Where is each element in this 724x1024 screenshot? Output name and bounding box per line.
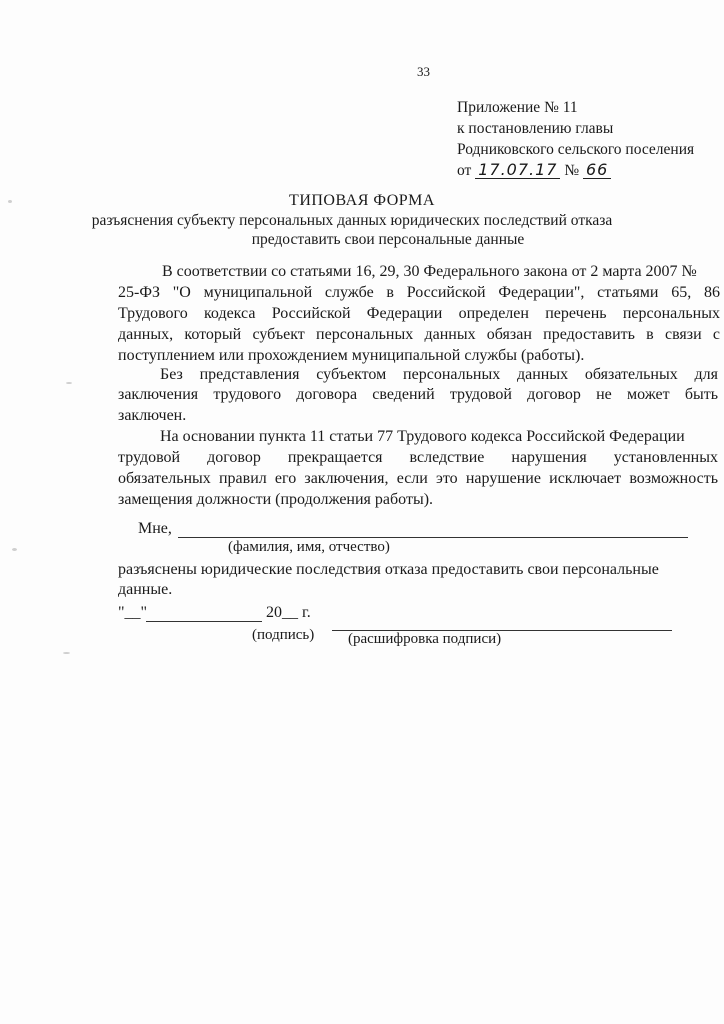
appendix-settlement: Родниковского сельского поселения [457,141,695,158]
full-name-field-line[interactable] [178,537,688,538]
number-prefix: № [564,162,580,179]
appendix-reference: к постановлению главы [457,120,614,137]
page-number: 33 [417,64,430,79]
scan-speck [63,652,70,654]
paragraph-line: На основании пункта 11 статьи 77 Трудового кодекса Российской Федерации [160,428,685,445]
paragraph-line: замещения должности (продолжения работы). [118,491,434,508]
paragraph-line: В соответствии со статьями 16, 29, 30 Федерального закона от 2 марта 2007 № [162,263,697,280]
handwritten-date: 17.07.17 [475,162,560,179]
date-day-field[interactable]: "__" [118,604,148,621]
scan-speck [66,382,72,384]
explained-line-1: разъяснены юридические последствия отказа предоставить свои персональные [118,561,659,578]
paragraph-line: Трудового кодекса Российской Федерации определен перечень персональных [118,305,720,322]
paragraph-line: заключения трудового договора сведений трудовой договор не может быть [118,386,718,403]
appendix-title: Приложение № 11 [457,99,578,116]
form-subtitle-line-2: предоставить свои персональные данные [251,231,525,248]
handwritten-number: 66 [583,162,611,179]
paragraph-line: 25-ФЗ "О муниципальной службе в Российской Федерации", статьями 65, 86 [118,284,720,301]
decryption-hint: (расшифровка подписи) [348,631,502,647]
form-title: ТИПОВАЯ ФОРМА [289,192,435,209]
signature-hint: (подпись) [252,627,315,643]
paragraph-line: заключен. [118,407,187,424]
paragraph-line: данных, который субъект персональных данных обязан предоставить в связи с [118,326,720,343]
full-name-hint: (фамилия, имя, отчество) [228,539,390,555]
date-prefix: от [457,162,472,179]
paragraph-line: поступлением или прохождением муниципальной службы (работы). [118,347,585,364]
appendix-block [457,97,694,181]
year-label: 20__ г. [266,604,311,621]
form-subtitle-line-1: разъяснения субъекту персональных данных юридических последствий отказа [91,212,613,229]
paragraph-line: трудовой договор прекращается вследствие нарушения установленных [118,449,718,466]
to-me-label: Мне, [138,520,172,537]
scan-speck [12,548,17,551]
appendix-date-line [457,160,694,181]
paragraph-line: обязательных правил его заключения, если это нарушение исключает возможность [118,470,718,487]
explained-line-2: данные. [118,581,173,598]
date-month-field-line[interactable] [146,621,262,622]
paragraph-line: Без представления субъектом персональных данных обязательных для [160,366,718,383]
scan-speck [8,200,12,203]
